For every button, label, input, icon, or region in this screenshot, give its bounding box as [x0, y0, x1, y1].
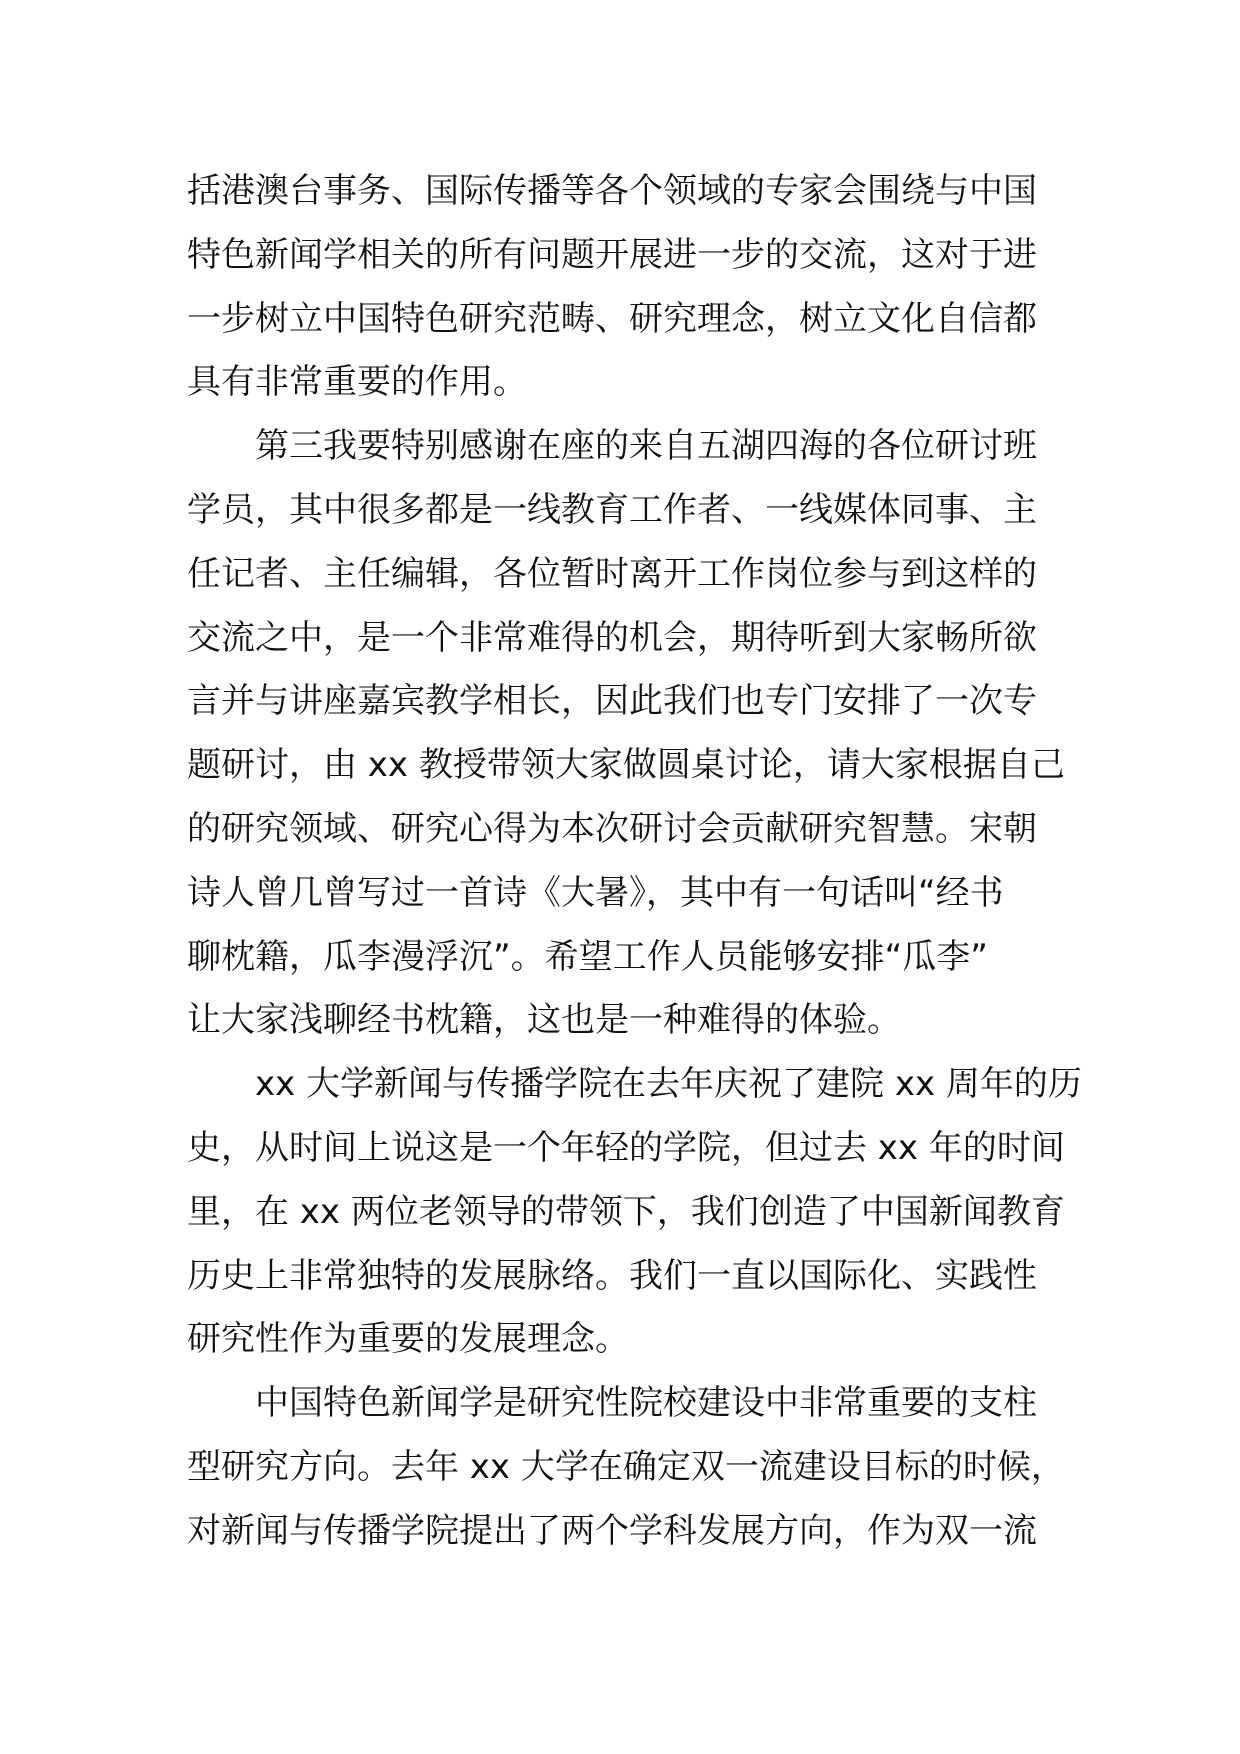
text-line: 题研讨，由 xx 教授带领大家做圆桌讨论，请大家根据自己: [187, 745, 1065, 786]
text-line: 让大家浅聊经书枕籍，这也是一种难得的体验。: [187, 1000, 901, 1041]
text-line: 的研究领域、研究心得为本次研讨会贡献研究智慧。宋朝: [187, 808, 1037, 849]
text-line: 对新闻与传播学院提出了两个学科发展方向，作为双一流: [187, 1510, 1037, 1551]
text-line: 一步树立中国特色研究范畴、研究理念，树立文化自信都: [187, 298, 1037, 339]
paragraph-1: [187, 160, 1057, 415]
text-line: 学员，其中很多都是一线教育工作者、一线媒体同事、主: [187, 489, 1037, 530]
text-line: 研究性作为重要的发展理念。: [187, 1319, 629, 1360]
text-line: xx 大学新闻与传播学院在去年庆祝了建院 xx 周年的历: [255, 1064, 1082, 1105]
text-line: 言并与讲座嘉宾教学相长，因此我们也专门安排了一次专: [187, 681, 1037, 722]
text-line: 中国特色新闻学是研究性院校建设中非常重要的支柱: [255, 1383, 1037, 1424]
text-line: 诗人曾几曾写过一首诗《大暑》，其中有一句话叫“经书: [187, 872, 1004, 913]
text-line: 聊枕籍，瓜李漫浮沉”。希望工作人员能够安排“瓜李”: [187, 936, 988, 977]
text-line: 交流之中，是一个非常难得的机会，期待听到大家畅所欲: [187, 617, 1037, 658]
text-line: 任记者、主任编辑，各位暂时离开工作岗位参与到这样的: [187, 553, 1037, 594]
paragraph-4: [187, 1372, 1065, 1563]
body-text: [187, 160, 1082, 1564]
text-line: 特色新闻学相关的所有问题开展进一步的交流，这对于进: [187, 234, 1037, 275]
paragraph-2: [187, 415, 1065, 1053]
text-line: 具有非常重要的作用。: [187, 362, 527, 403]
text-line: 里，在 xx 两位老领导的带领下，我们创造了中国新闻教育: [187, 1191, 1065, 1232]
text-line: 历史上非常独特的发展脉络。我们一直以国际化、实践性: [187, 1255, 1037, 1296]
text-line: 第三我要特别感谢在座的来自五湖四海的各位研讨班: [255, 426, 1037, 467]
text-line: 型研究方向。去年 xx 大学在确定双一流建设目标的时候，: [187, 1446, 1065, 1487]
text-line: 括港澳台事务、国际传播等各个领域的专家会围绕与中国: [187, 171, 1037, 211]
text-line: 史，从时间上说这是一个年轻的学院，但过去 xx 年的时间: [187, 1127, 1065, 1168]
paragraph-3: [187, 1053, 1082, 1372]
